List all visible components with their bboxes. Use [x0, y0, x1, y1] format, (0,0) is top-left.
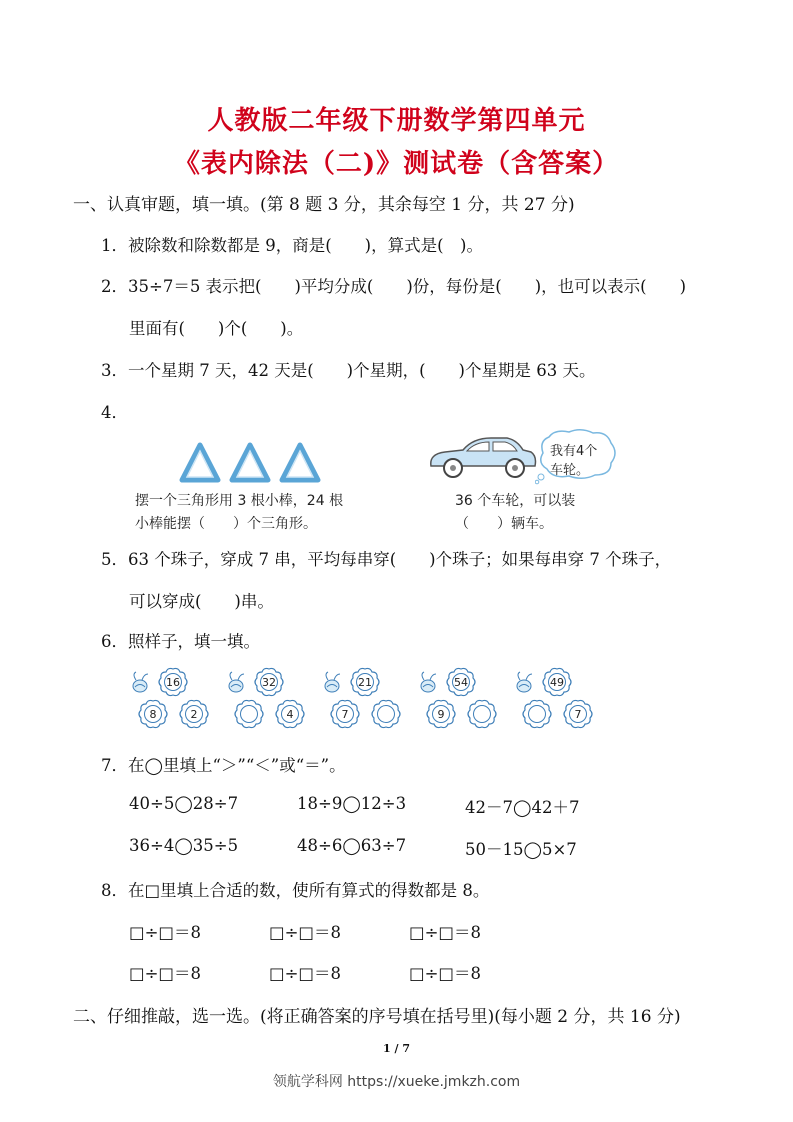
question-5-line-1: 5．63 个珠子，穿成 7 串，平均每串穿( )个珠子；如果每串穿 7 个珠子， — [101, 550, 672, 569]
q7-row2-item1: 36÷4◯35÷5 — [129, 836, 239, 855]
question-4-number: 4． — [101, 403, 128, 422]
question-5-line-2: 可以穿成( )串。 — [129, 592, 274, 611]
bubble-text-2: 车轮。 — [550, 463, 590, 478]
question-6: 6．照样子，填一填。 — [101, 632, 260, 651]
flower-group-5 — [517, 668, 592, 727]
title-line-2: 《表内除法（二)》测试卷（含答案） — [173, 149, 620, 179]
flower-number-right: 2 — [190, 708, 198, 721]
flower-groups — [120, 662, 610, 732]
question-2-line-2: 里面有( )个( )。 — [129, 319, 304, 338]
triangles-illustration — [178, 440, 328, 485]
snail-icon — [133, 672, 148, 692]
snail-icon — [421, 672, 436, 692]
q8-row1-item2: □÷□＝8 — [269, 923, 342, 942]
q8-row1-item1: □÷□＝8 — [129, 923, 202, 942]
question-2-line-1: 2．35÷7＝5 表示把( )平均分成( )份，每份是( )，也可以表示( ) — [101, 277, 687, 296]
snail-icon — [325, 672, 340, 692]
question-3: 3．一个星期 7 天，42 天是( )个星期，( )个星期是 63 天。 — [101, 361, 596, 380]
q8-row2-item2: □÷□＝8 — [269, 964, 342, 983]
flower-group-4 — [421, 668, 496, 727]
flower-right — [372, 700, 400, 727]
flower-group-1 — [133, 668, 208, 727]
flower-number-top: 54 — [454, 676, 468, 689]
q7-row1-item1: 40÷5◯28÷7 — [129, 794, 239, 813]
q7-row1-item2: 18÷9◯12÷3 — [297, 794, 407, 813]
question-7: 7．在◯里填上“＞”“＜”或“＝”。 — [101, 756, 346, 775]
flower-number-top: 49 — [550, 676, 564, 689]
q8-row2-item3: □÷□＝8 — [409, 964, 482, 983]
flower-group-3 — [325, 668, 400, 727]
q8-row1-item3: □÷□＝8 — [409, 923, 482, 942]
question-8: 8．在□里填上合适的数，使所有算式的得数都是 8。 — [101, 881, 490, 900]
section-1-heading: 一、认真审题，填一填。(第 8 题 3 分，其余每空 1 分，共 27 分) — [73, 195, 575, 215]
q4-right-text-2: （ ）辆车。 — [455, 516, 553, 532]
flower-group-2 — [229, 668, 304, 727]
q4-right-text-1: 36 个车轮，可以装 — [455, 493, 576, 509]
q7-row1-item3: 42－7◯42＋7 — [465, 798, 580, 817]
q7-row2-item2: 48÷6◯63÷7 — [297, 836, 407, 855]
flower-number-top: 16 — [166, 676, 180, 689]
car-illustration — [425, 432, 540, 484]
flower-number-left: 9 — [437, 708, 445, 721]
title-line-1: 人教版二年级下册数学第四单元 — [207, 106, 586, 136]
q4-left-text-1: 摆一个三角形用 3 根小棒，24 根 — [135, 493, 344, 509]
q4-left-text-2: 小棒能摆（ ）个三角形。 — [135, 516, 317, 532]
q7-row2-item3: 50－15◯5×7 — [465, 840, 577, 859]
flower-number-top: 21 — [358, 676, 372, 689]
flower-number-right: 7 — [574, 708, 582, 721]
flower-number-right: 4 — [286, 708, 294, 721]
flower-number-top: 32 — [262, 676, 276, 689]
footer-text: 领航学科网 https://xueke.jmkzh.com — [272, 1074, 521, 1090]
snail-icon — [229, 672, 244, 692]
flower-number-left: 7 — [341, 708, 349, 721]
flower-left — [235, 700, 263, 727]
question-1: 1．被除数和除数都是 9，商是( )，算式是( )。 — [101, 236, 483, 255]
flower-number-left: 8 — [149, 708, 157, 721]
page-number: 1 / 7 — [383, 1042, 410, 1055]
flower-right — [468, 700, 496, 727]
bubble-text-1: 我有4个 — [550, 444, 598, 459]
section-2-heading: 二、仔细推敲，选一选。(将正确答案的序号填在括号里)(每小题 2 分，共 16 分) — [73, 1007, 681, 1027]
q8-row2-item1: □÷□＝8 — [129, 964, 202, 983]
snail-icon — [517, 672, 532, 692]
flower-left — [523, 700, 551, 727]
